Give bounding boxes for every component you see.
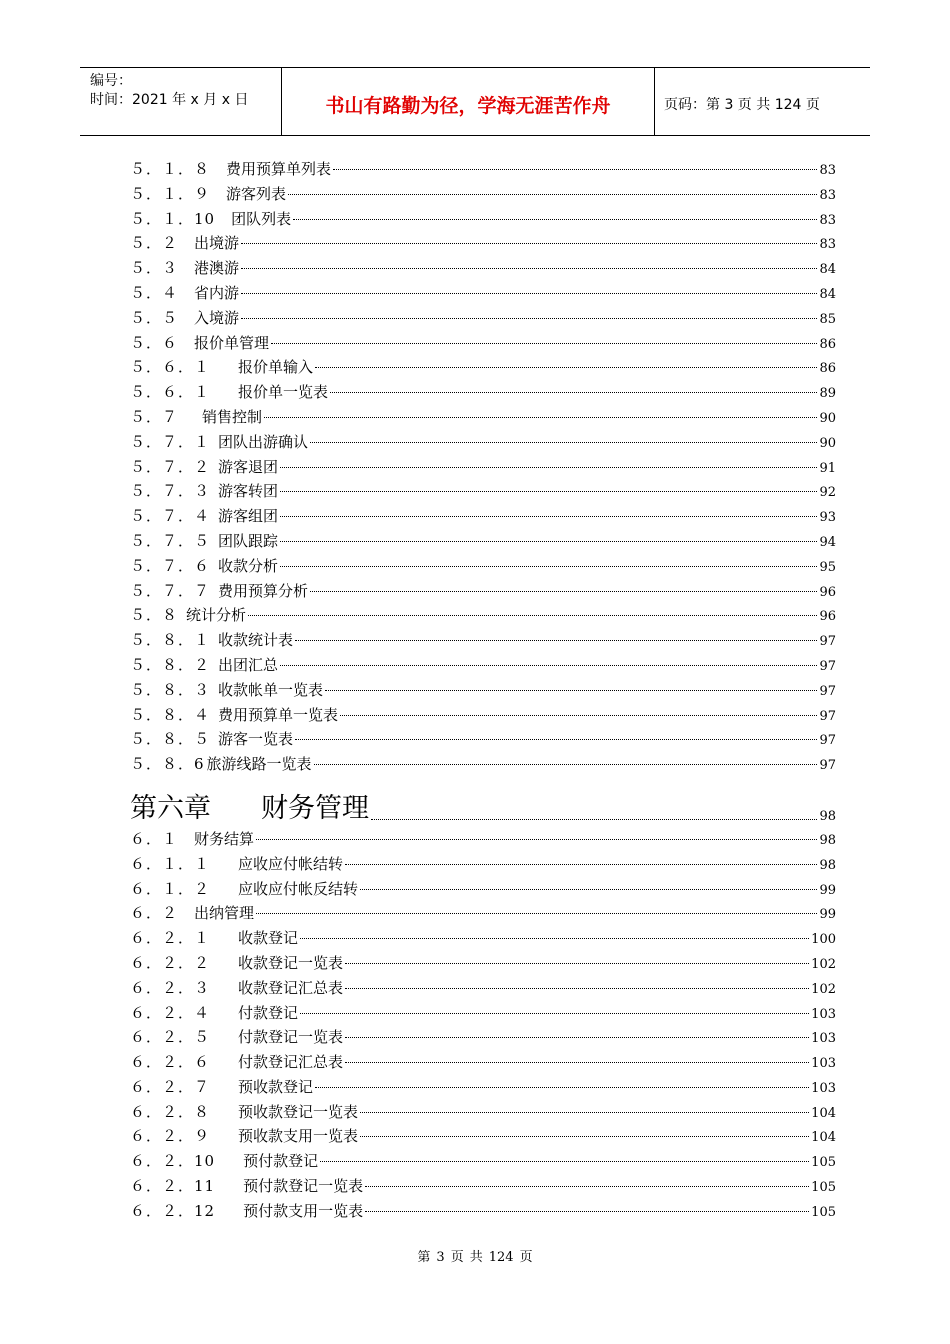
- toc-entry-number: ５．７．７: [130, 581, 211, 600]
- toc-entry-number: ６．１: [130, 829, 179, 848]
- toc-entry[interactable]: [130, 629, 836, 654]
- footer-total-pages: 124: [488, 1250, 514, 1265]
- toc-entry[interactable]: [130, 977, 836, 1002]
- dot-leader: [256, 839, 817, 840]
- header-motto-cell: [282, 68, 655, 135]
- toc-entry-title: 财务结算: [194, 829, 255, 848]
- toc-entry[interactable]: [130, 530, 836, 555]
- toc-entry-title: 团队跟踪: [218, 531, 279, 550]
- toc-entry-title: 财务管理: [261, 792, 369, 824]
- toc-entry[interactable]: [130, 878, 836, 903]
- toc-entry-number: ５．７．４: [130, 507, 211, 526]
- toc-entry-page: 91: [819, 460, 836, 476]
- toc-entry-page: 90: [819, 435, 836, 451]
- dot-leader: [325, 690, 817, 691]
- doc-number-label: 编号：: [90, 73, 132, 89]
- toc-entry-title: 出纳管理: [194, 904, 255, 923]
- toc-entry-number: ６．１．２: [130, 879, 211, 898]
- dot-leader: [280, 566, 817, 567]
- dot-leader: [360, 1112, 809, 1113]
- toc-entry-title: 出境游: [194, 234, 240, 253]
- toc-entry-number: ５．７．１: [130, 432, 211, 451]
- toc-entry-number: ５．５: [130, 308, 179, 327]
- dot-leader: [295, 640, 817, 641]
- toc-entry[interactable]: [130, 480, 836, 505]
- toc-entry-number: ６．１．１: [130, 854, 211, 873]
- footer-suffix: 页: [519, 1250, 533, 1265]
- toc-entry-title: 游客转团: [218, 482, 279, 501]
- toc-entry[interactable]: [130, 1125, 836, 1150]
- toc-entry-number: ６．２．11: [130, 1177, 216, 1196]
- toc-entry-title: 报价单一览表: [238, 383, 329, 402]
- toc-entry-number: ５．２: [130, 234, 179, 253]
- dot-leader: [360, 889, 817, 890]
- toc-entry-number: ５．８．３: [130, 680, 211, 699]
- toc-entry[interactable]: [130, 381, 836, 406]
- toc-entry-number: ５．７: [130, 407, 179, 426]
- dot-leader: [280, 516, 817, 517]
- toc-entry-page: 83: [819, 187, 836, 203]
- toc-entry[interactable]: [130, 431, 836, 456]
- toc-entry-number: ５．８．５: [130, 730, 211, 749]
- toc-entry-page: 83: [819, 212, 836, 228]
- toc-entry[interactable]: [130, 679, 836, 704]
- toc-entry[interactable]: [130, 902, 836, 927]
- dot-leader: [241, 243, 817, 244]
- toc-entry-title: 游客列表: [226, 184, 287, 203]
- toc-entry-number: ６．２．７: [130, 1077, 211, 1096]
- toc-entry-page: 104: [811, 1105, 836, 1121]
- toc-entry-title: 预收款登记: [238, 1077, 314, 1096]
- toc-entry-number: ６．２．３: [130, 978, 211, 997]
- toc-entry-page: 84: [819, 262, 836, 278]
- toc-entry[interactable]: [130, 654, 836, 679]
- toc-entry-page: 96: [819, 609, 836, 625]
- dot-leader: [345, 864, 817, 865]
- toc-entry-page: 98: [819, 857, 836, 873]
- toc-entry-number: ５．８．２: [130, 655, 211, 674]
- dot-leader: [310, 591, 817, 592]
- dot-leader: [241, 318, 817, 319]
- dot-leader: [280, 491, 817, 492]
- toc-entry-number: ６．２．８: [130, 1102, 211, 1121]
- toc-entry-title: 游客一览表: [218, 730, 294, 749]
- toc-entry-number: ６．２．５: [130, 1028, 211, 1047]
- dot-leader: [330, 392, 817, 393]
- toc-entry-page: 97: [819, 733, 836, 749]
- dot-leader: [314, 764, 818, 765]
- toc-entry-number: ５．４: [130, 283, 179, 302]
- dot-leader: [315, 1087, 809, 1088]
- toc-entry-title: 付款登记一览表: [238, 1028, 344, 1047]
- toc-entry-page: 103: [811, 1031, 836, 1047]
- toc-entry-page: 105: [811, 1155, 836, 1171]
- toc-entry-page: 102: [811, 956, 836, 972]
- toc-entry-title: 预付款支用一览表: [243, 1201, 364, 1220]
- header-left-cell: [80, 68, 282, 135]
- dot-leader: [248, 615, 817, 616]
- page-header: [80, 67, 870, 136]
- dot-leader: [280, 541, 817, 542]
- toc-entry[interactable]: [130, 1101, 836, 1126]
- toc-entry-page: 98: [819, 832, 836, 848]
- toc-entry-title: 收款分析: [218, 556, 279, 575]
- dot-leader: [371, 819, 817, 820]
- toc-entry-page: 103: [811, 1056, 836, 1072]
- toc-entry-page: 92: [819, 485, 836, 501]
- dot-leader: [333, 169, 817, 170]
- toc-entry-page: 86: [819, 361, 836, 377]
- toc-entry-page: 99: [819, 907, 836, 923]
- toc-entry-number: ５．８: [130, 606, 179, 625]
- footer-prefix: 第: [417, 1250, 431, 1265]
- toc-entry[interactable]: [130, 257, 836, 282]
- toc-entry[interactable]: [130, 505, 836, 530]
- toc-entry-title: 统计分析: [186, 606, 247, 625]
- toc-entry[interactable]: [130, 232, 836, 257]
- toc-entry-number: ５．６．１: [130, 383, 211, 402]
- dot-leader: [360, 1136, 809, 1137]
- toc-entry-number: ５．６．１: [130, 358, 211, 377]
- toc-entry-number: ５．８．４: [130, 705, 211, 724]
- dot-leader: [293, 219, 817, 220]
- toc-entry-page: 99: [819, 882, 836, 898]
- toc-entry-number: ５．７．６: [130, 556, 211, 575]
- toc-entry-number: ５．３: [130, 259, 179, 278]
- toc-entry-page: 93: [819, 510, 836, 526]
- toc-entry-page: 105: [811, 1204, 836, 1220]
- toc-entry-title: 收款统计表: [218, 631, 294, 650]
- toc-entry-title: 收款帐单一览表: [218, 680, 324, 699]
- toc-entry-title: 费用预算分析: [218, 581, 309, 600]
- toc-entry[interactable]: [130, 853, 836, 878]
- dot-leader: [256, 913, 817, 914]
- toc-entry[interactable]: [130, 332, 836, 357]
- toc-entry-number: ６．２．４: [130, 1003, 211, 1022]
- toc-entry-number: 第六章: [130, 792, 211, 824]
- toc-entry-title: 预收款登记一览表: [238, 1102, 359, 1121]
- dot-leader: [300, 938, 809, 939]
- toc-entry-page: 96: [819, 584, 836, 600]
- toc-entry[interactable]: [130, 356, 836, 381]
- toc-chapter-entry[interactable]: [130, 778, 836, 828]
- toc-entry-page: 102: [811, 981, 836, 997]
- toc-entry-page: 94: [819, 534, 836, 550]
- toc-entry[interactable]: [130, 1076, 836, 1101]
- dot-leader: [241, 293, 817, 294]
- toc-entry-title: 团队列表: [231, 209, 292, 228]
- toc-entry[interactable]: [130, 728, 836, 753]
- toc-entry-page: 90: [819, 410, 836, 426]
- dot-leader: [310, 442, 817, 443]
- toc-entry-title: 入境游: [194, 308, 240, 327]
- toc-entry-number: ５．７．３: [130, 482, 211, 501]
- footer-page-word: 页: [450, 1250, 464, 1265]
- toc-entry[interactable]: [130, 456, 836, 481]
- table-of-contents: [130, 158, 836, 1225]
- toc-entry-page: 89: [819, 386, 836, 402]
- toc-entry[interactable]: [130, 183, 836, 208]
- motto-text: 书山有路勤为径，学海无涯苦作舟: [325, 95, 611, 117]
- toc-entry-number: ５．８．１: [130, 631, 211, 650]
- toc-entry[interactable]: [130, 927, 836, 952]
- toc-entry-number: ５．１．10: [130, 209, 216, 228]
- toc-entry-title: 预收款支用一览表: [238, 1127, 359, 1146]
- footer-total-word: 共: [469, 1250, 483, 1265]
- dot-leader: [340, 715, 817, 716]
- toc-entry-page: 105: [811, 1180, 836, 1196]
- toc-entry-page: 97: [819, 758, 836, 774]
- toc-entry-title: 团队出游确认: [218, 432, 309, 451]
- toc-entry-page: 97: [819, 683, 836, 699]
- toc-entry-number: ６．２．１: [130, 929, 211, 948]
- dot-leader: [300, 1013, 809, 1014]
- toc-entry[interactable]: [130, 604, 836, 629]
- toc-entry[interactable]: [130, 753, 836, 778]
- page-count-label: 页码：第 3 页 共 124 页: [664, 96, 820, 113]
- dot-leader: [345, 988, 809, 989]
- toc-entry-title: 预付款登记一览表: [243, 1177, 364, 1196]
- toc-entry[interactable]: [130, 580, 836, 605]
- toc-entry-page: 95: [819, 559, 836, 575]
- toc-entry-title: 预付款登记: [243, 1152, 319, 1171]
- toc-entry[interactable]: [130, 406, 836, 431]
- dot-leader: [288, 194, 817, 195]
- toc-entry[interactable]: [130, 1150, 836, 1175]
- toc-entry-page: 97: [819, 634, 836, 650]
- toc-entry-title: 收款登记一览表: [238, 953, 344, 972]
- toc-entry[interactable]: [130, 158, 836, 183]
- toc-entry-title: 收款登记: [238, 929, 299, 948]
- toc-entry-title: 旅游线路一览表: [206, 755, 312, 774]
- toc-entry-title: 费用预算单列表: [226, 160, 332, 178]
- toc-entry[interactable]: [130, 1026, 836, 1051]
- toc-entry[interactable]: [130, 282, 836, 307]
- header-page-cell: [655, 68, 870, 135]
- toc-entry-title: 省内游: [194, 283, 240, 302]
- toc-entry-number: ５．６: [130, 333, 179, 352]
- toc-entry[interactable]: [130, 208, 836, 233]
- dot-leader: [345, 1062, 809, 1063]
- toc-entry-title: 游客退团: [218, 457, 279, 476]
- toc-entry-title: 应收应付帐反结转: [238, 879, 359, 898]
- toc-entry-page: 84: [819, 286, 836, 302]
- toc-entry[interactable]: [130, 1200, 836, 1225]
- toc-entry-number: ６．２．６: [130, 1053, 211, 1072]
- dot-leader: [345, 1037, 809, 1038]
- toc-entry[interactable]: [130, 828, 836, 853]
- toc-entry-number: ５．１．８: [130, 160, 211, 178]
- toc-entry-page: 104: [811, 1130, 836, 1146]
- dot-leader: [241, 268, 817, 269]
- toc-entry-page: 85: [819, 311, 836, 327]
- dot-leader: [315, 367, 817, 368]
- dot-leader: [345, 963, 809, 964]
- dot-leader: [295, 739, 817, 740]
- toc-entry-title: 报价单输入: [238, 358, 314, 377]
- toc-entry-page: 103: [811, 1080, 836, 1096]
- toc-entry-page: 83: [819, 163, 836, 178]
- toc-entry-title: 报价单管理: [194, 333, 270, 352]
- toc-entry-page: 86: [819, 336, 836, 352]
- toc-entry-page: 98: [819, 808, 836, 824]
- toc-entry-page: 83: [819, 237, 836, 253]
- toc-entry-title: 费用预算单一览表: [218, 705, 339, 724]
- toc-entry-title: 收款登记汇总表: [238, 978, 344, 997]
- toc-entry[interactable]: [130, 704, 836, 729]
- toc-entry-title: 出团汇总: [218, 655, 279, 674]
- dot-leader: [365, 1186, 809, 1187]
- toc-entry[interactable]: [130, 1175, 836, 1200]
- toc-entry-title: 付款登记汇总表: [238, 1053, 344, 1072]
- toc-entry-number: ６．２．２: [130, 953, 211, 972]
- toc-entry-number: ６．２．10: [130, 1152, 216, 1171]
- toc-entry[interactable]: [130, 555, 836, 580]
- toc-entry-title: 销售控制: [202, 407, 263, 426]
- footer-current-page: 3: [436, 1250, 445, 1265]
- page-footer: [0, 1246, 950, 1265]
- toc-entry-number: ５．１．９: [130, 184, 211, 203]
- dot-leader: [320, 1161, 809, 1162]
- toc-entry-number: ５．８．6: [130, 755, 205, 774]
- toc-entry-page: 100: [811, 932, 836, 948]
- toc-entry-page: 97: [819, 658, 836, 674]
- toc-entry-number: ５．７．２: [130, 457, 211, 476]
- toc-entry-page: 97: [819, 708, 836, 724]
- toc-entry-number: ６．２．12: [130, 1201, 216, 1220]
- toc-entry-page: 103: [811, 1006, 836, 1022]
- toc-entry-title: 付款登记: [238, 1003, 299, 1022]
- toc-entry[interactable]: [130, 307, 836, 332]
- toc-entry-number: ６．２．９: [130, 1127, 211, 1146]
- toc-entry[interactable]: [130, 1051, 836, 1076]
- dot-leader: [264, 417, 817, 418]
- toc-entry-title: 应收应付帐结转: [238, 854, 344, 873]
- dot-leader: [365, 1211, 809, 1212]
- toc-entry[interactable]: [130, 1002, 836, 1027]
- date-text: 时间：2021 年 x 月 x 日: [90, 92, 249, 108]
- toc-entry-number: ５．７．５: [130, 531, 211, 550]
- dot-leader: [271, 343, 817, 344]
- toc-entry-title: 港澳游: [194, 259, 240, 278]
- toc-entry[interactable]: [130, 952, 836, 977]
- toc-entry-title: 游客组团: [218, 507, 279, 526]
- toc-entry-number: ６．２: [130, 904, 179, 923]
- dot-leader: [280, 467, 817, 468]
- dot-leader: [280, 665, 817, 666]
